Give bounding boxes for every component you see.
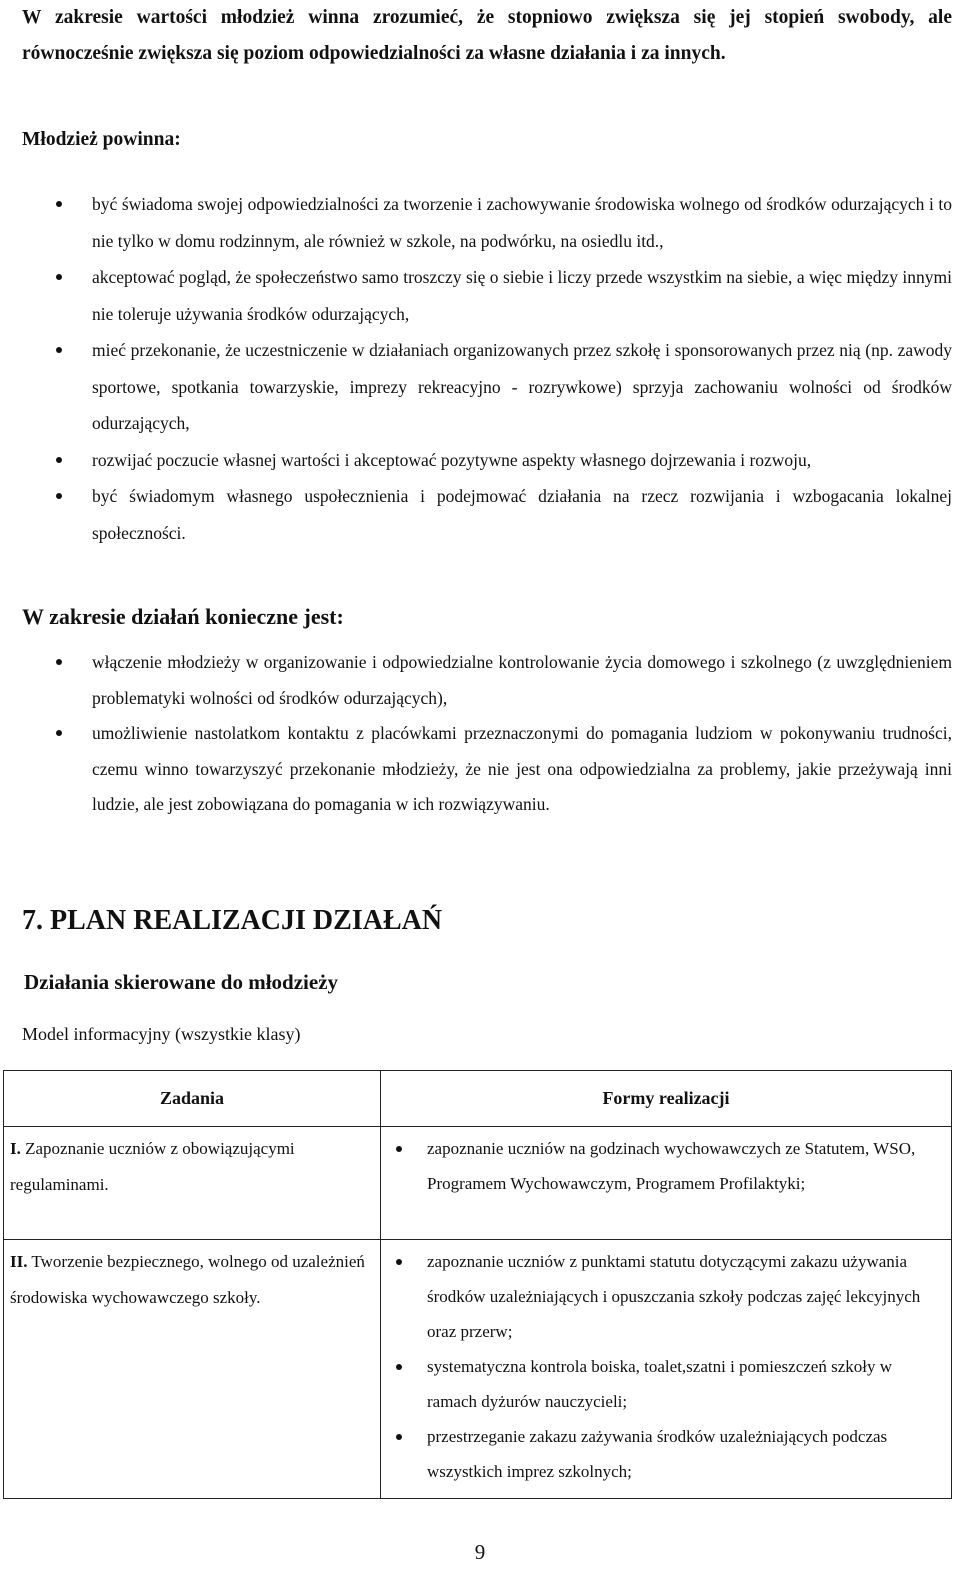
table-header-row — [4, 1071, 952, 1127]
section-subtitle: Działania skierowane do młodzieży — [24, 970, 339, 994]
form-item: zapoznanie uczniów z punktami statutu dotyczącymi zakazu używania środków uzależniających i opuszczania szkoły podczas zajęć lekcyjnych oraz przerw; — [381, 1244, 945, 1349]
model-label: Model informacyjny (wszystkie klasy) — [22, 1024, 301, 1044]
task-text: Zapoznanie uczniów z obowiązującymi regulaminami. — [10, 1139, 295, 1194]
intro-paragraph: W zakresie wartości młodzież winna zrozumieć, że stopniowo zwiększa się jej stopień swobody, ale równocześnie zwiększa się poziom odpowiedzialności za własne działania i za innych. — [22, 7, 952, 64]
forms-cell — [381, 1127, 952, 1240]
page-number: 9 — [474, 1540, 486, 1564]
plan-table — [3, 1070, 952, 1499]
task-cell — [4, 1127, 381, 1240]
actions-list — [20, 645, 952, 823]
list-item: akceptować pogląd, że społeczeństwo samo troszczy się o siebie i liczy przede wszystkim na siebie, a więc między innymi nie toleruje używania środków odurzających, — [20, 259, 952, 332]
youth-should-list — [20, 186, 952, 551]
header-forms: Formy realizacji — [381, 1071, 952, 1127]
task-number: II. — [10, 1252, 28, 1271]
list-item: umożliwienie nastolatkom kontaktu z placówkami przeznaczonymi do pomagania ludziom w pokonywaniu trudności, czemu winno towarzyszyć przekonanie młodzieży, że nie jest ona odpowiedzialna za problemy, jakie przeżywają inni ludzie, ale jest zobowiązana do pomagania w ich rozwiązywaniu. — [20, 716, 952, 823]
form-item: przestrzeganie zakazu zażywania środków uzależniających podczas wszystkich imprez szkolnych; — [381, 1419, 945, 1489]
list-item: rozwijać poczucie własnej wartości i akceptować pozytywne aspekty własnego dojrzewania i rozwoju, — [20, 442, 952, 479]
task-cell — [4, 1240, 381, 1499]
actions-heading: W zakresie działań konieczne jest: — [22, 604, 344, 629]
table-row — [4, 1127, 952, 1240]
header-tasks: Zadania — [4, 1071, 381, 1127]
table-row — [4, 1240, 952, 1499]
task-text: Tworzenie bezpiecznego, wolnego od uzależnień środowiska wychowawczego szkoły. — [10, 1252, 365, 1307]
list-item: być świadomym własnego uspołecznienia i podejmować działania na rzecz rozwijania i wzbogacania lokalnej społeczności. — [20, 478, 952, 551]
youth-should-heading: Młodzież powinna: — [22, 129, 181, 150]
section-title: 7. PLAN REALIZACJI DZIAŁAŃ — [22, 905, 443, 936]
task-number: I. — [10, 1139, 21, 1158]
list-item: włączenie młodzieży w organizowanie i odpowiedzialne kontrolowanie życia domowego i szkolnego (z uwzględnieniem problematyki wolności od środków odurzających), — [20, 645, 952, 716]
form-item: systematyczna kontrola boiska, toalet,szatni i pomieszczeń szkoły w ramach dyżurów nauczycieli; — [381, 1349, 945, 1419]
list-item: być świadoma swojej odpowiedzialności za tworzenie i zachowywanie środowiska wolnego od środków odurzających i to nie tylko w domu rodzinnym, ale również w szkole, na podwórku, na osiedlu itd., — [20, 186, 952, 259]
list-item: mieć przekonanie, że uczestniczenie w działaniach organizowanych przez szkołę i sponsorowanych przez nią (np. zawody sportowe, spotkania towarzyskie, imprezy rekreacyjno - rozrywkowe) sprzyja zachowaniu wolności od środków odurzających, — [20, 332, 952, 442]
form-item: zapoznanie uczniów na godzinach wychowawczych ze Statutem, WSO, Programem Wychowawczym, Programem Profilaktyki; — [381, 1131, 945, 1201]
forms-cell — [381, 1240, 952, 1499]
